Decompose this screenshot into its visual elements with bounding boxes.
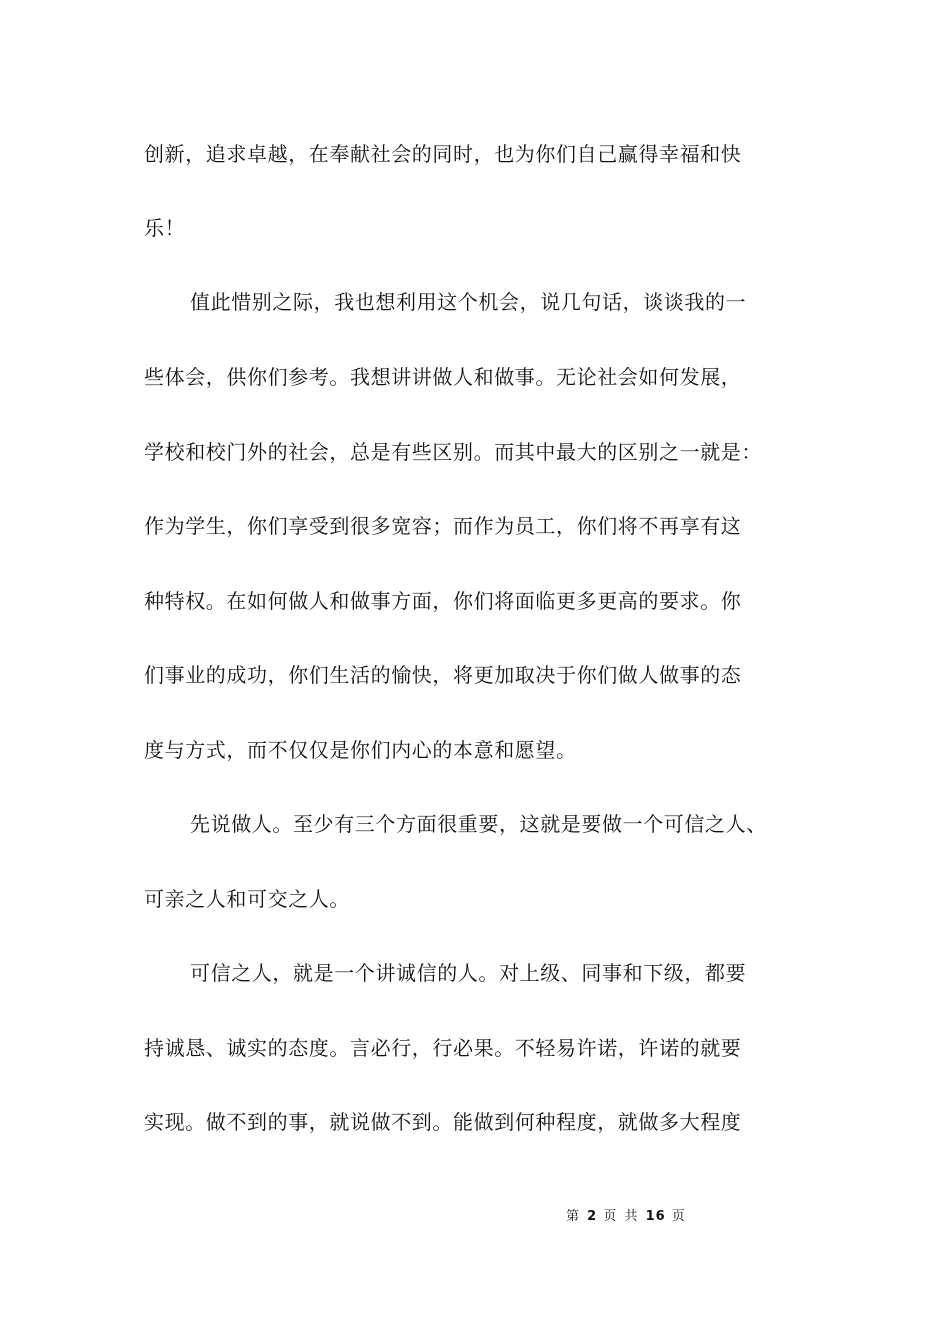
paragraph-line-2: 乐！ <box>144 216 186 240</box>
paragraph-line-4: 些体会，供你们参考。我想讲讲做人和做事。无论社会如何发展， <box>144 365 742 389</box>
paragraph-line-1: 创新，追求卓越，在奉献社会的同时，也为你们自己赢得幸福和快 <box>144 142 742 166</box>
paragraph-line-9: 度与方式，而不仅仅是你们内心的本意和愿望。 <box>144 738 577 762</box>
paragraph-line-3: 值此惜别之际，我也想利用这个机会，说几句话，谈谈我的一 <box>190 290 747 314</box>
total-page-count: 16 <box>645 1209 666 1224</box>
footer-suffix: 页 <box>671 1209 687 1224</box>
footer-prefix: 第 <box>566 1209 582 1224</box>
paragraph-line-10: 先说做人。至少有三个方面很重要，这就是要做一个可信之人、 <box>190 812 767 836</box>
current-page-number: 2 <box>587 1209 598 1224</box>
paragraph-line-13: 持诚恳、诚实的态度。言必行，行必果。不轻易许诺，许诺的就要 <box>144 1036 742 1060</box>
footer-middle: 页 共 <box>603 1209 640 1224</box>
paragraph-line-12: 可信之人，就是一个讲诚信的人。对上级、同事和下级，都要 <box>190 961 747 985</box>
paragraph-line-7: 种特权。在如何做人和做事方面，你们将面临更多更高的要求。你 <box>144 589 742 613</box>
paragraph-line-5: 学校和校门外的社会，总是有些区别。而其中最大的区别之一就是： <box>144 440 762 464</box>
page-number-label <box>566 1208 687 1226</box>
paragraph-line-8: 们事业的成功，你们生活的愉快，将更加取决于你们做人做事的态 <box>144 663 742 687</box>
paragraph-line-11: 可亲之人和可交之人。 <box>144 887 350 911</box>
paragraph-line-6: 作为学生，你们享受到很多宽容；而作为员工，你们将不再享有这 <box>144 514 742 538</box>
paragraph-line-14: 实现。做不到的事，就说做不到。能做到何种程度，就做多大程度 <box>144 1110 742 1134</box>
